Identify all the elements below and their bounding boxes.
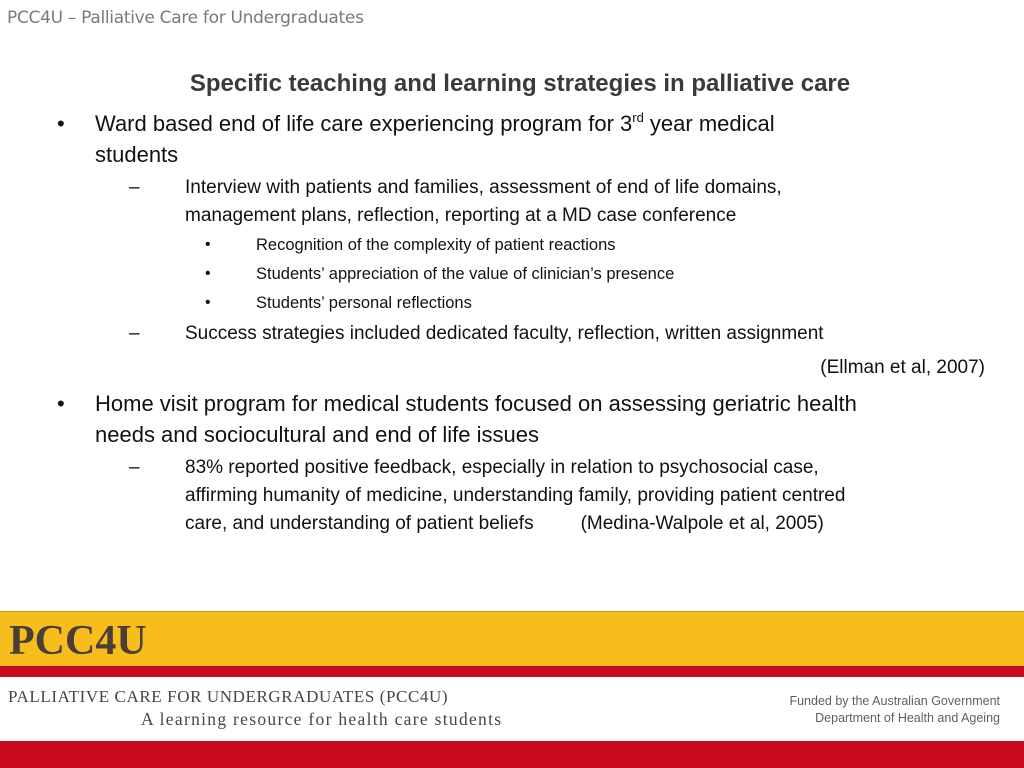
banner-red-stripe [0,666,1024,677]
bullet-marker: • [205,294,211,311]
dash-marker: – [129,457,140,478]
funding-line-2: Department of Health and Ageing [815,711,1000,725]
subitem-3-line3 [185,510,985,538]
bullet-marker: • [57,111,65,136]
header-text: PCC4U – Palliative Care for Undergraduates [7,8,364,28]
banner-yellow-band [0,611,1024,667]
subitem-2-line1: Success strategies included dedicated faculty, reflection, written assignment [185,323,824,344]
pcc4u-logo: PCC4U [9,618,147,664]
bullet-marker: • [205,265,211,282]
slide-title: Specific teaching and learning strategies in palliative care [189,70,851,97]
subitem-1-line1: Interview with patients and families, assessment of end of life domains, [185,177,782,198]
bullet-marker: • [205,236,211,253]
bullet-1-text-end: year medical [643,111,775,136]
banner-title: PALLIATIVE CARE FOR UNDERGRADUATES (PCC4U) [8,687,449,706]
subitem-3-text: care, and understanding of patient beliefs [185,513,534,534]
funding-line-1: Funded by the Australian Government [789,694,1000,708]
sub-subitem-3: Students’ personal reflections [256,294,472,312]
funding-credit [789,693,1000,727]
bullet-2-line1: Home visit program for medical students focused on assessing geriatric health [95,391,857,416]
superscript: rd [632,110,644,125]
sub-subitem-2: Students’ appreciation of the value of clinician’s presence [256,265,675,283]
bullet-2-line2: needs and sociocultural and end of life issues [95,422,539,447]
bullet-1-line1 [95,108,995,139]
dash-marker: – [129,177,140,198]
dash-marker: – [129,323,140,344]
bullet-marker: • [57,391,65,416]
banner-subtitle: A learning resource for health care students [141,709,503,729]
sub-subitem-1: Recognition of the complexity of patient reactions [256,236,616,254]
subitem-3-line2: affirming humanity of medicine, understanding family, providing patient centred [185,485,846,506]
bullet-1-text: Ward based end of life care experiencing program for 3 [95,111,633,136]
banner-red-footer [0,741,1024,768]
subitem-1-line2: management plans, reflection, reporting at a MD case conference [185,205,737,226]
subitem-3-line1: 83% reported positive feedback, especially in relation to psychosocial case, [185,457,819,478]
citation-ellman: (Ellman et al, 2007) [820,357,985,378]
citation-medina: (Medina-Walpole et al, 2005) [580,513,824,534]
bullet-1-line2: students [95,142,179,167]
